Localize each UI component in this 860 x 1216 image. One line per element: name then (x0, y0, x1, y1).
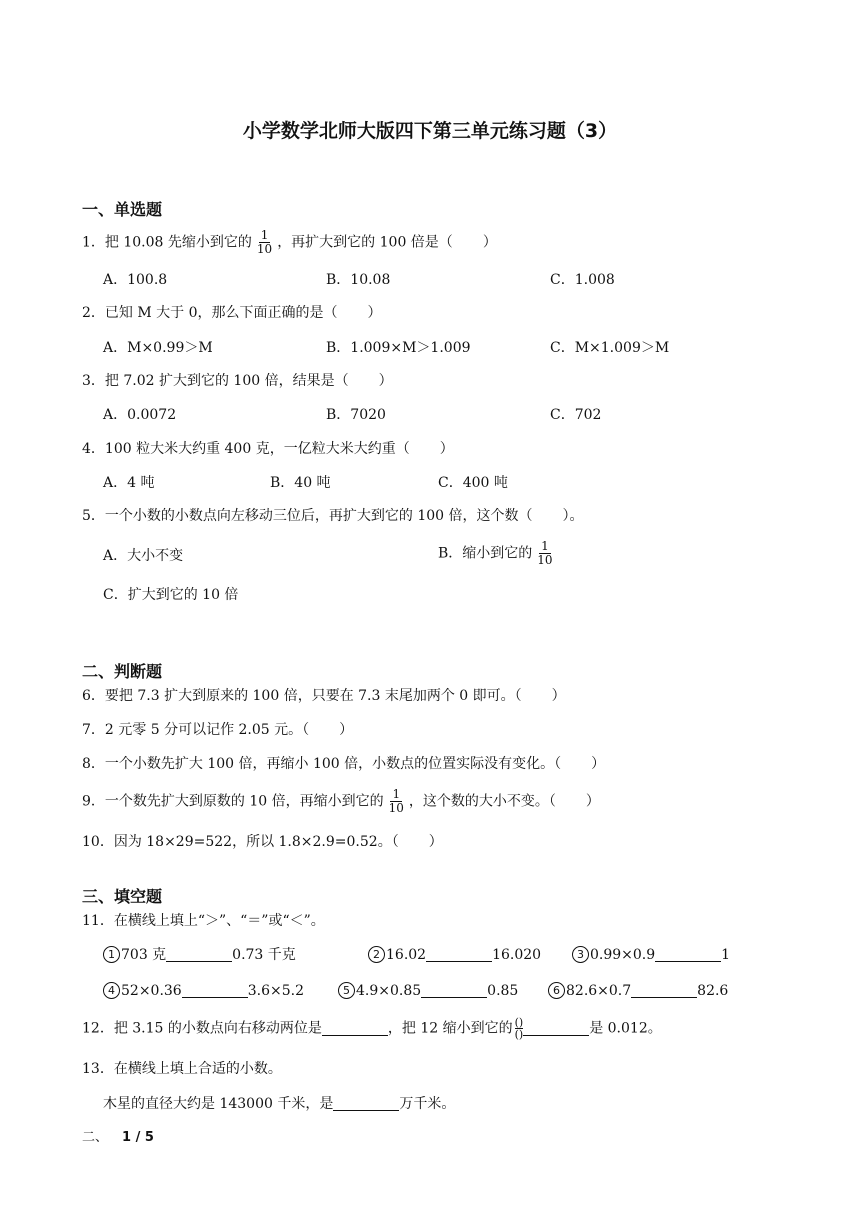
q11-item-2: 2 16.02 16.020 (368, 945, 541, 965)
fraction-blank[interactable]: () () (514, 1016, 524, 1041)
q11-item-5: 5 4.9×0.85 0.85 (338, 981, 518, 1001)
circled-number: 6 (548, 982, 565, 999)
page-title: 小学数学北师大版四下第三单元练习题（3） (242, 120, 618, 142)
q11-item-3: 3 0.99×0.9 1 (572, 945, 730, 965)
q5-option-b[interactable]: B．缩小到它的 $\frac{1}{10}$ (438, 539, 553, 567)
q1-option-b[interactable]: B．10.08 (326, 272, 391, 288)
page-footer (82, 1126, 154, 1145)
q5-option-c[interactable]: C．扩大到它的 10 倍 (103, 587, 239, 603)
q4-option-a[interactable]: A．4 吨 (103, 475, 155, 491)
circled-number: 3 (572, 946, 589, 963)
question-7: 7．2 元零 5 分可以记作 2.05 元。（ ） (82, 722, 354, 738)
question-8: 8．一个小数先扩大 100 倍，再缩小 100 倍，小数点的位置实际没有变化。（ ） (82, 756, 606, 772)
question-2: 2．已知 M 大于 0，那么下面正确的是（ ） (82, 305, 382, 321)
q11-item-4: 4 52×0.36 3.6×5.2 (103, 981, 304, 1001)
question-1: 1．把 10.08 先缩小到它的 $\frac{1}{10}$ ，再扩大到它的 100 倍是（ ） (82, 228, 497, 256)
circled-number: 2 (368, 946, 385, 963)
q1-prefix: 1． (82, 234, 105, 251)
circled-number: 1 (103, 946, 120, 963)
footer-label: 二、 (82, 1130, 109, 1145)
q5-option-a[interactable]: A．大小不变 (103, 548, 184, 564)
question-10: 10．因为 18×29=522，所以 1.8×2.9=0.52。（ ） (82, 834, 443, 850)
q4-option-b[interactable]: B．40 吨 (270, 475, 331, 491)
q1-option-c[interactable]: C．1.008 (550, 272, 615, 288)
q2-option-c[interactable]: C．M×1.009＞M (550, 340, 670, 356)
question-11: 11．在横线上填上“＞”、“＝”或“＜”。 (82, 913, 325, 929)
answer-blank[interactable] (655, 946, 721, 962)
question-6: 6．要把 7.3 扩大到原来的 100 倍，只要在 7.3 末尾加两个 0 即可。（ ） (82, 688, 566, 704)
question-5: 5．一个小数的小数点向左移动三位后，再扩大到它的 100 倍，这个数（ ）。 (82, 508, 584, 524)
section-heading-true-false: 二、判断题 (82, 662, 163, 681)
fraction: $\frac{1}{10}$ (388, 787, 404, 815)
q3-option-b[interactable]: B．7020 (326, 407, 386, 423)
q11-item-6: 6 82.6×0.7 82.6 (548, 981, 728, 1001)
q2-option-a[interactable]: A．M×0.99＞M (103, 340, 213, 356)
q2-option-b[interactable]: B．1.009×M＞1.009 (326, 340, 471, 356)
answer-blank[interactable] (333, 1095, 399, 1111)
q1-text: 把 10.08 先缩小到它的 (104, 234, 252, 251)
fraction: $\frac{1}{10}$ (256, 228, 273, 256)
q3-option-a[interactable]: A．0.0072 (103, 407, 177, 423)
section-heading-single-choice: 一、单选题 (82, 200, 163, 219)
question-13: 13．在横线上填上合适的小数。 (82, 1061, 282, 1077)
answer-blank[interactable] (421, 982, 487, 998)
section-heading-fill-blank: 三、填空题 (82, 887, 163, 906)
answer-blank[interactable] (631, 982, 697, 998)
answer-blank[interactable] (523, 1020, 589, 1036)
q4-option-c[interactable]: C．400 吨 (438, 475, 508, 491)
q3-option-c[interactable]: C．702 (550, 407, 602, 423)
answer-blank[interactable] (322, 1020, 388, 1036)
q13-line: 木星的直径大约是 143000 千米，是 万千米。 (103, 1096, 456, 1112)
answer-blank[interactable] (182, 982, 248, 998)
q11-item-1: 1 703 克 0.73 千克 (103, 945, 296, 965)
question-9: 9．一个数先扩大到原数的 10 倍，再缩小到它的 $\frac{1}{10}$ ，这个数的大小不变。（ ） (82, 787, 600, 815)
page-number: 1 / 5 (122, 1130, 154, 1145)
circled-number: 4 (103, 982, 120, 999)
question-3: 3．把 7.02 扩大到它的 100 倍，结果是（ ） (82, 373, 393, 389)
q1-option-a[interactable]: A．100.8 (103, 272, 168, 288)
answer-blank[interactable] (426, 946, 492, 962)
answer-blank[interactable] (166, 946, 232, 962)
circled-number: 5 (338, 982, 355, 999)
question-4: 4．100 粒大米大约重 400 克，一亿粒大米大约重（ ） (82, 441, 454, 457)
question-12: 12．把 3.15 的小数点向右移动两位是 ，把 12 缩小到它的 () () 是 0.012。 (82, 1016, 662, 1041)
fraction: $\frac{1}{10}$ (537, 539, 553, 567)
